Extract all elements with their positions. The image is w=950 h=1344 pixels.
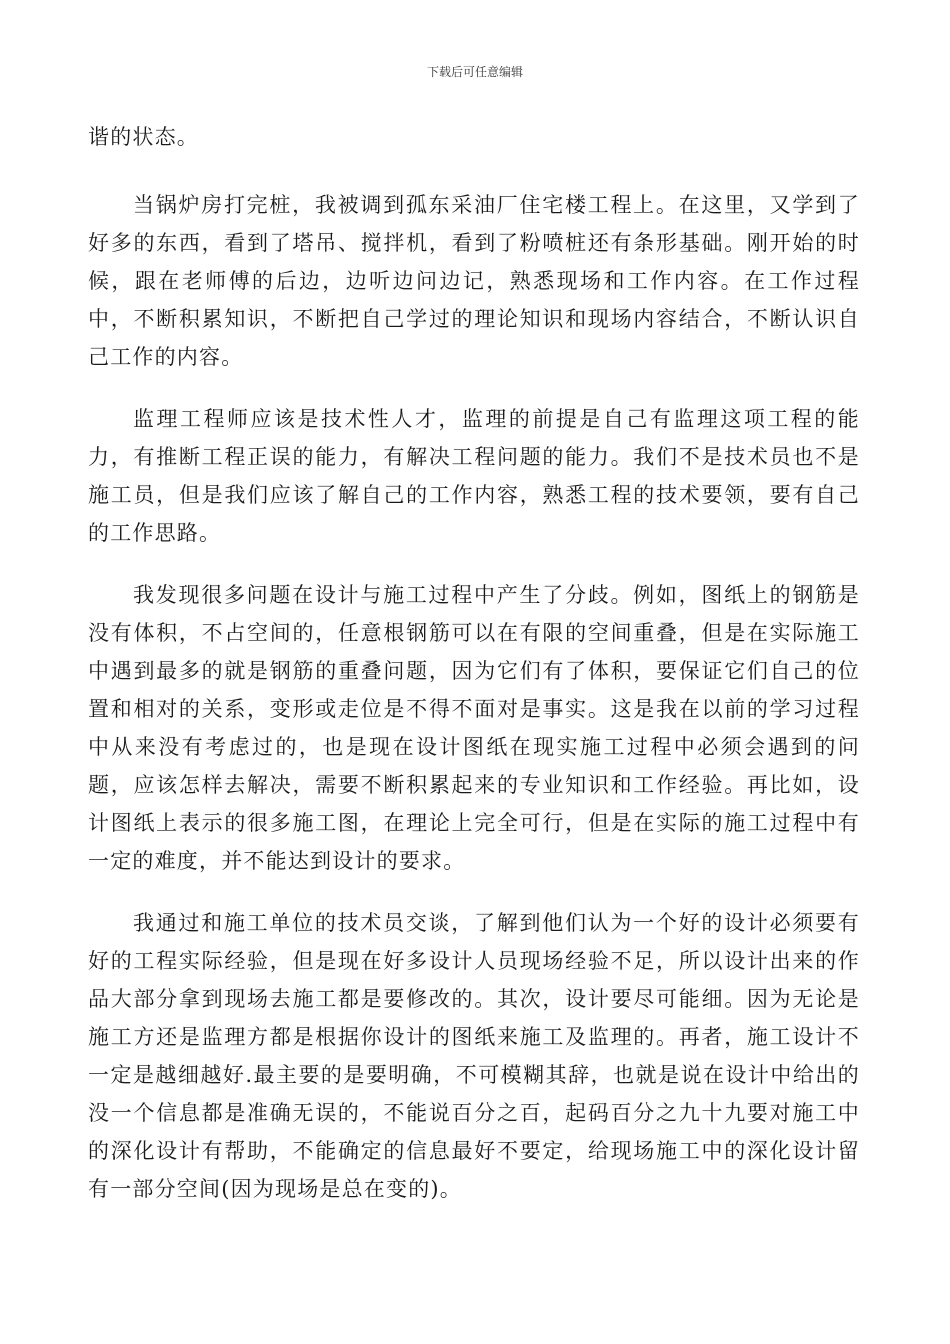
document-body [88,118,860,1232]
paragraph-2: 当锅炉房打完桩，我被调到孤东采油厂住宅楼工程上。在这里，又学到了好多的东西，看到了塔吊、搅拌机，看到了粉喷桩还有条形基础。刚开始的时候，跟在老师傅的后边，边听边问边记，熟悉现场和工作内容。在工作过程中，不断积累知识，不断把自己学过的理论知识和现场内容结合，不断认识自己工作的内容。 [88,193,860,369]
page-header: 下载后可任意编辑 [426,65,523,79]
paragraph-5: 我通过和施工单位的技术员交谈，了解到他们认为一个好的设计必须要有好的工程实际经验，但是现在好多设计人员现场经验不足，所以设计出来的作品大部分拿到现场去施工都是要修改的。其次，设计要尽可能细。因为无论是施工方还是监理方都是根据你设计的图纸来施工及监理的。再者，施工设计不一定是越细越好.最主要的是要明确，不可模糊其辞，也就是说在设计中给出的没一个信息都是准确无误的，不能说百分之百，起码百分之九十九要对施工中的深化设计有帮助，不能确定的信息最好不要定，给现场施工中的深化设计留有一部分空间(因为现场是总在变的)。 [88,911,860,1201]
paragraph-3: 监理工程师应该是技术性人才，监理的前提是自己有监理这项工程的能力，有推断工程正误的能力，有解决工程问题的能力。我们不是技术员也不是施工员，但是我们应该了解自己的工作内容，熟悉工程的技术要领，要有自己的工作思路。 [88,407,860,545]
paragraph-1: 谐的状态。 [88,125,199,149]
paragraph-4: 我发现很多问题在设计与施工过程中产生了分歧。例如，图纸上的钢筋是没有体积，不占空间的，任意根钢筋可以在有限的空间重叠，但是在实际施工中遇到最多的就是钢筋的重叠问题，因为它们有了体积，要保证它们自己的位置和相对的关系，变形或走位是不得不面对是事实。这是我在以前的学习过程中从来没有考虑过的，也是现在设计图纸在现实施工过程中必须会遇到的问题，应该怎样去解决，需要不断积累起来的专业知识和工作经验。再比如，设计图纸上表示的很多施工图，在理论上完全可行，但是在实际的施工过程中有一定的难度，并不能达到设计的要求。 [88,583,860,873]
